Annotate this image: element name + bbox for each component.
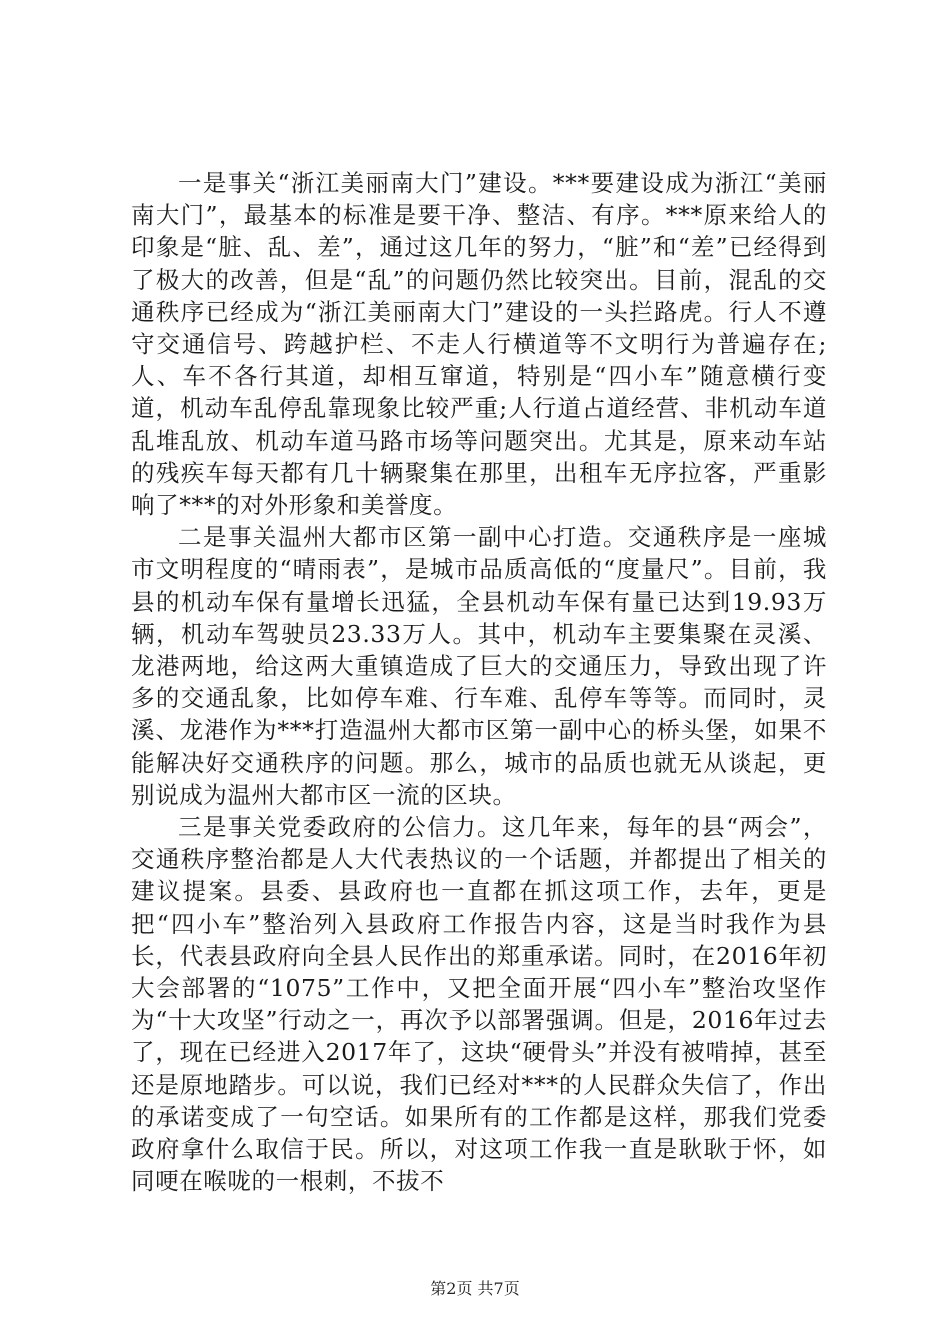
paragraph-2: 二是事关温州大都市区第一副中心打造。交通秩序是一座城市文明程度的“晴雨表”，是城市品质高低的“度量尺”。目前，我县的机动车保有量增长迅猛，全县机动车保有量已达到19.93万辆，机动车驾驶员23.33万人。其中，机动车主要集聚在灵溪、龙港两地，给这两大重镇造成了巨大的交通压力，导致出现了许多的交通乱象，比如停车难、行车难、乱停车等等。而同时，灵溪、龙港作为***打造温州大都市区第一副中心的桥头堡，如果不能解决好交通秩序的问题。那么，城市的品质也就无从谈起，更别说成为温州大都市区一流的区块。 — [131, 523, 827, 809]
paragraph-1: 一是事关“浙江美丽南大门”建设。***要建设成为浙江“美丽南大门”，最基本的标准是要干净、整洁、有序。***原来给人的印象是“脏、乱、差”，通过这几年的努力，“脏”和“差”已经得到了极大的改善，但是“乱”的问题仍然比较突出。目前，混乱的交通秩序已经成为“浙江美丽南大门”建设的一头拦路虎。行人不遵守交通信号、跨越护栏、不走人行横道等不文明行为普遍存在;人、车不各行其道，却相互窜道，特别是“四小车”随意横行变道，机动车乱停乱靠现象比较严重;人行道占道经营、非机动车道乱堆乱放、机动车道马路市场等问题突出。尤其是，原来动车站的残疾车每天都有几十辆聚集在那里，出租车无序拉客，严重影响了***的对外形象和美誉度。 — [131, 169, 827, 520]
document-body — [131, 167, 827, 1198]
paragraph-3: 三是事关党委政府的公信力。这几年来，每年的县“两会”，交通秩序整治都是人大代表热议的一个话题，并都提出了相关的建议提案。县委、县政府也一直都在抓这项工作，去年，更是把“四小车”整治列入县政府工作报告内容，这是当时我作为县长，代表县政府向全县人民作出的郑重承诺。同时，在2016年初大会部署的“1075”工作中，又把全面开展“四小车”整治攻坚作为“十大攻坚”行动之一，再次予以部署强调。但是，2016年过去了，现在已经进入2017年了，这块“硬骨头”并没有被啃掉，甚至还是原地踏步。可以说，我们已经对***的人民群众失信了，作出的承诺变成了一句空话。如果所有的工作都是这样，那我们党委政府拿什么取信于民。所以，对这项工作我一直是耿耿于怀，如同哽在喉咙的一根刺，不拔不 — [131, 813, 827, 1196]
page-number-footer: 第2页 共7页 — [430, 1279, 520, 1298]
